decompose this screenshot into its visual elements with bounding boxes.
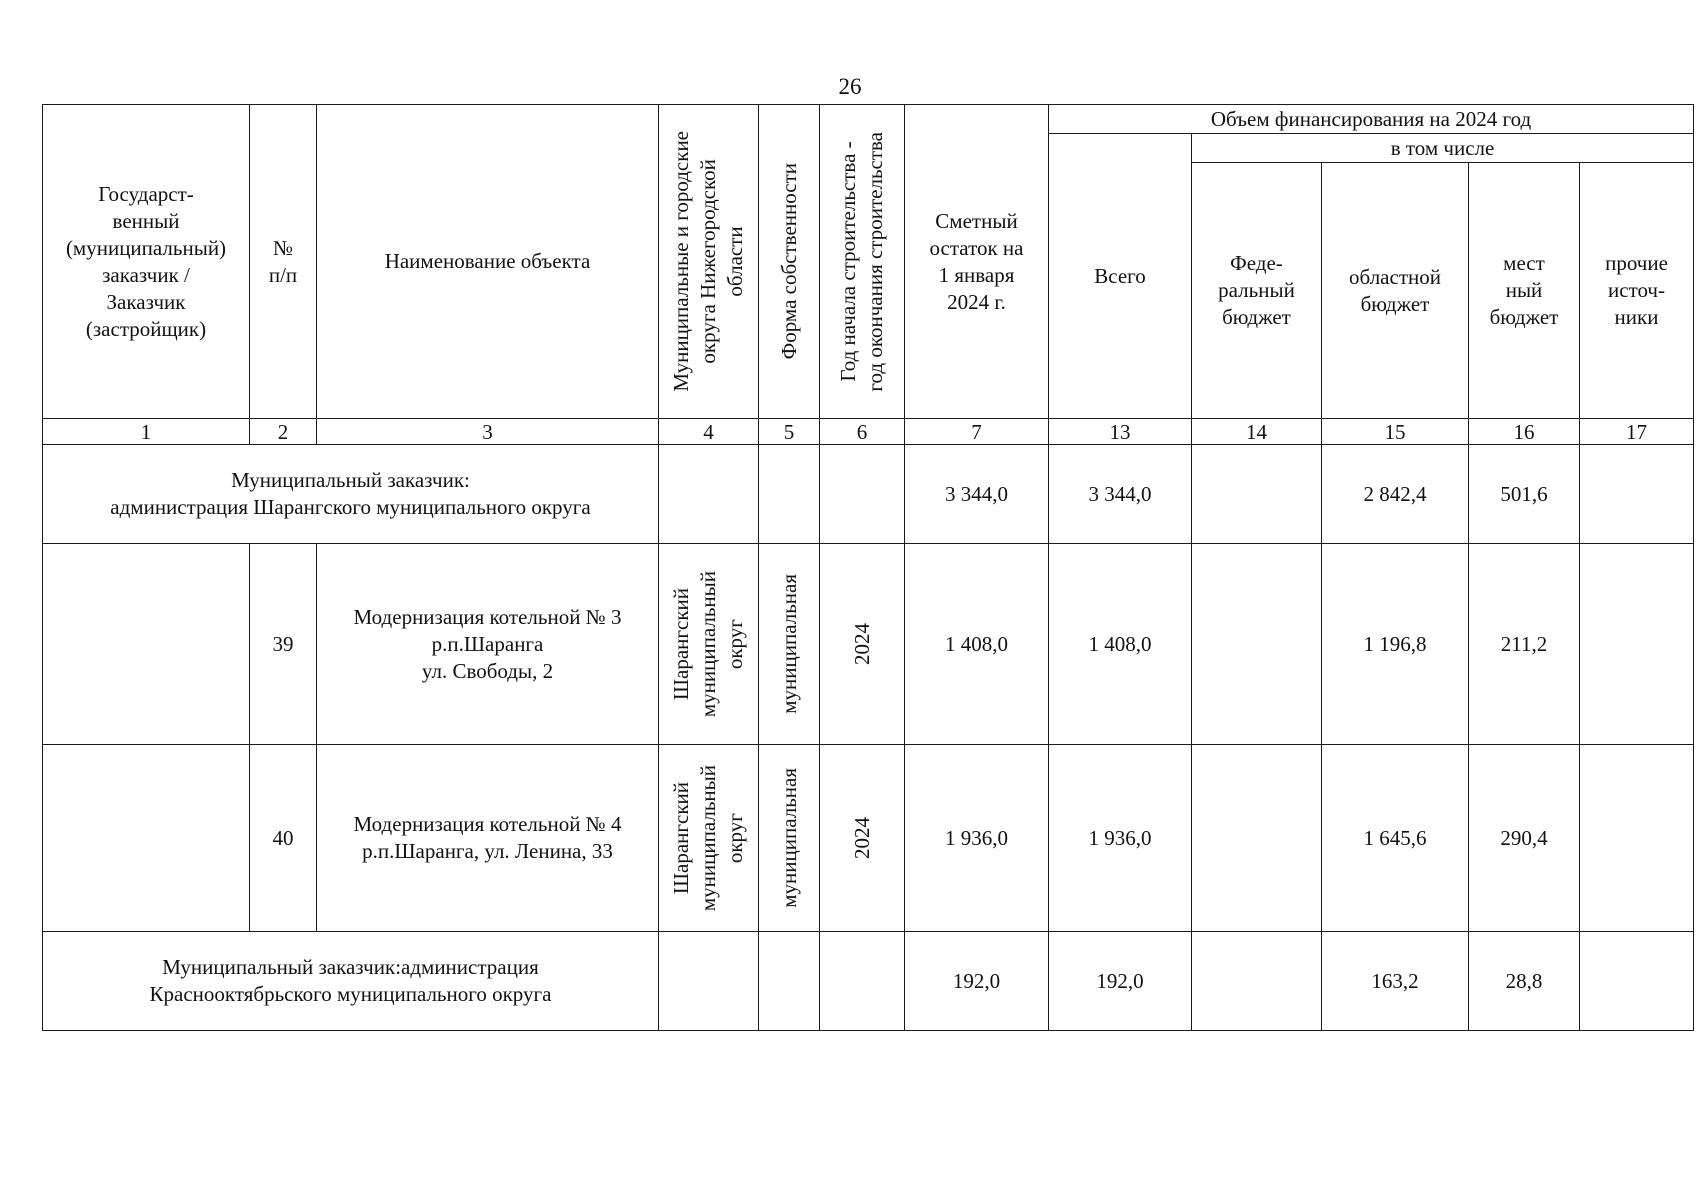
regional-value: 2 842,4 (1322, 445, 1469, 544)
column-number: 2 (250, 419, 317, 445)
header-years-cell (820, 105, 905, 419)
municipality-cell (659, 745, 759, 932)
column-number: 7 (905, 419, 1049, 445)
table-row-group-krasnooktyabrsky (43, 932, 1694, 1031)
empty-cell (820, 932, 905, 1031)
municipality-cell (659, 544, 759, 745)
regional-value: 163,2 (1322, 932, 1469, 1031)
empty-cell (659, 932, 759, 1031)
page-number: 26 (838, 74, 862, 99)
total-value: 192,0 (1049, 932, 1192, 1031)
column-number: 6 (820, 419, 905, 445)
column-number: 3 (317, 419, 659, 445)
column-number-row (43, 419, 1694, 445)
estimate-value: 3 344,0 (905, 445, 1049, 544)
header-total: Всего (1049, 134, 1192, 419)
other-value (1580, 745, 1694, 932)
column-number: 14 (1192, 419, 1322, 445)
header-federal: Феде- ральный бюджет (1192, 163, 1322, 419)
header-local: мест ный бюджет (1469, 163, 1580, 419)
empty-cell (820, 445, 905, 544)
other-value (1580, 932, 1694, 1031)
header-num: № п/п (250, 105, 317, 419)
local-value: 290,4 (1469, 745, 1580, 932)
ownership-value: муниципальная (776, 768, 801, 908)
header-other: прочие источ- ники (1580, 163, 1694, 419)
federal-value (1192, 745, 1322, 932)
customer-group-label: Муниципальный заказчик: администрация Шарангского муниципального округа (43, 445, 659, 544)
header-financing: Объем финансирования на 2024 год (1049, 105, 1694, 134)
federal-value (1192, 445, 1322, 544)
table-row (43, 745, 1694, 932)
header-ownership-cell (759, 105, 820, 419)
header-regional: областной бюджет (1322, 163, 1469, 419)
header-municipality: Муниципальные и городские округа Нижегородской области (669, 131, 747, 392)
estimate-value: 1 936,0 (905, 745, 1049, 932)
local-value: 501,6 (1469, 445, 1580, 544)
estimate-value: 192,0 (905, 932, 1049, 1031)
empty-cell (659, 445, 759, 544)
regional-value: 1 645,6 (1322, 745, 1469, 932)
object-name: Модернизация котельной № 3 р.п.Шаранга ул. Свободы, 2 (317, 544, 659, 745)
total-value: 1 408,0 (1049, 544, 1192, 745)
row-num: 40 (250, 745, 317, 932)
row-num: 39 (250, 544, 317, 745)
local-value: 211,2 (1469, 544, 1580, 745)
column-number: 5 (759, 419, 820, 445)
ownership-cell (759, 544, 820, 745)
header-estimate: Сметный остаток на 1 января 2024 г. (905, 105, 1049, 419)
header-municipality-cell (659, 105, 759, 419)
column-number: 15 (1322, 419, 1469, 445)
header-years: Год начала строительства - год окончания строительства (836, 131, 887, 392)
table-row-group-sharanga (43, 445, 1694, 544)
years-value: 2024 (849, 623, 874, 665)
column-number: 16 (1469, 419, 1580, 445)
total-value: 1 936,0 (1049, 745, 1192, 932)
regional-value: 1 196,8 (1322, 544, 1469, 745)
header-object-name: Наименование объекта (317, 105, 659, 419)
estimate-value: 1 408,0 (905, 544, 1049, 745)
empty-cell (43, 745, 250, 932)
local-value: 28,8 (1469, 932, 1580, 1031)
header-ownership: Форма собственности (776, 163, 801, 360)
years-value: 2024 (849, 817, 874, 859)
other-value (1580, 445, 1694, 544)
empty-cell (759, 932, 820, 1031)
column-number: 1 (43, 419, 250, 445)
customer-group-label: Муниципальный заказчик:администрация Краснооктябрьского муниципального округа (43, 932, 659, 1031)
header-customer: Государст- венный (муниципальный) заказчик / Заказчик (застройщик) (43, 105, 250, 419)
column-number: 17 (1580, 419, 1694, 445)
federal-value (1192, 544, 1322, 745)
empty-cell (43, 544, 250, 745)
total-value: 3 344,0 (1049, 445, 1192, 544)
object-name: Модернизация котельной № 4 р.п.Шаранга, ул. Ленина, 33 (317, 745, 659, 932)
years-cell (820, 544, 905, 745)
table-row (43, 544, 1694, 745)
municipality-value: Шарангский муниципальный округ (669, 570, 747, 718)
empty-cell (759, 445, 820, 544)
column-number: 13 (1049, 419, 1192, 445)
header-including: в том числе (1192, 134, 1694, 163)
years-cell (820, 745, 905, 932)
other-value (1580, 544, 1694, 745)
ownership-cell (759, 745, 820, 932)
ownership-value: муниципальная (776, 574, 801, 714)
financing-table (42, 104, 1694, 1031)
header-row-1 (43, 105, 1694, 134)
municipality-value: Шарангский муниципальный округ (669, 764, 747, 912)
column-number: 4 (659, 419, 759, 445)
federal-value (1192, 932, 1322, 1031)
